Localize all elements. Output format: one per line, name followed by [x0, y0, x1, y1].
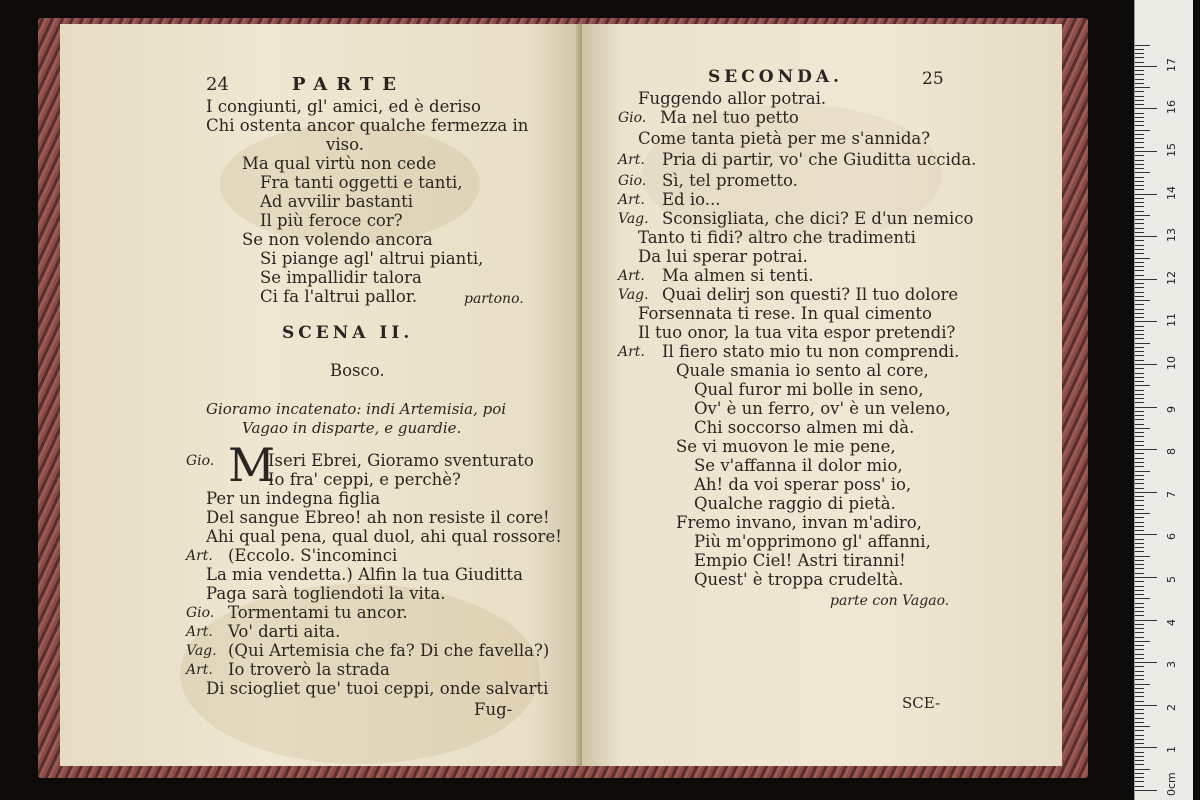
ruler-tick: [1135, 142, 1144, 143]
dialogue-line: Ahi qual pena, qual duol, ahi qual rossore!: [206, 527, 562, 546]
ruler-tick: [1135, 441, 1144, 442]
dialogue-line: Del sangue Ebreo! ah non resiste il core!: [206, 508, 550, 527]
ruler-tick: [1135, 735, 1144, 736]
ruler-tick: [1135, 223, 1144, 224]
ruler-tick: [1135, 236, 1157, 237]
ruler-tick: [1135, 517, 1144, 518]
ruler-tick: [1135, 228, 1144, 229]
ruler-tick: [1135, 483, 1144, 484]
ruler-tick: [1135, 709, 1144, 710]
ruler-tick: [1135, 253, 1144, 254]
ruler-tick: [1135, 453, 1144, 454]
ruler-tick: [1135, 573, 1144, 574]
ruler-tick: [1135, 177, 1144, 178]
ruler-tick: [1135, 539, 1144, 540]
ruler-tick: [1135, 671, 1144, 672]
speaker-label: Gio.: [618, 110, 647, 126]
speaker-label: Vag.: [618, 211, 649, 227]
speaker-label: Art.: [186, 624, 213, 640]
dialogue-line: Forsennata ti rese. In qual cimento: [638, 304, 932, 323]
ruler-tick: [1135, 628, 1144, 629]
ruler-tick: [1135, 194, 1157, 195]
dialogue-line: Ed io...: [662, 190, 721, 209]
ruler-tick: [1135, 424, 1144, 425]
scene-setting: Bosco.: [330, 361, 385, 380]
ruler-tick: [1135, 730, 1144, 731]
ruler-tick: [1135, 637, 1144, 638]
ruler-tick: [1135, 679, 1144, 680]
ruler-tick: [1135, 449, 1157, 450]
ruler-tick: [1135, 551, 1144, 552]
ruler-label: 6: [1165, 533, 1178, 541]
ruler-tick: [1135, 398, 1144, 399]
ruler-label: 1: [1165, 746, 1178, 754]
ruler-tick: [1135, 164, 1144, 165]
ruler-tick: [1135, 385, 1150, 386]
dialogue-line: Come tanta pietà per me s'annida?: [638, 129, 931, 148]
ruler-tick: [1135, 283, 1144, 284]
ruler-tick: [1135, 53, 1144, 54]
ruler-tick: [1135, 330, 1144, 331]
ruler-tick: [1135, 125, 1144, 126]
speaker-label: Vag.: [618, 287, 649, 303]
ruler-tick: [1135, 79, 1144, 80]
verse-line: Ma qual virtù non cede: [242, 154, 437, 173]
ruler-label: 16: [1165, 100, 1178, 115]
ruler-tick: [1135, 466, 1144, 467]
ruler-tick: [1135, 419, 1144, 420]
ruler-tick: [1135, 45, 1150, 46]
ruler-label: 17: [1165, 57, 1178, 72]
dialogue-line: Di sciogliet que' tuoi ceppi, onde salvarti: [206, 679, 549, 698]
ruler-tick: [1135, 752, 1144, 753]
ruler-tick: [1135, 654, 1144, 655]
dialogue-line: Sì, tel prometto.: [662, 171, 798, 190]
ruler-tick: [1135, 151, 1157, 152]
ruler-tick: [1135, 87, 1150, 88]
ruler-tick: [1135, 66, 1157, 67]
ruler-label: 13: [1165, 228, 1178, 243]
ruler-tick: [1135, 620, 1157, 621]
ruler-label: 2: [1165, 703, 1178, 711]
right-page: [582, 24, 1062, 766]
ruler-tick: [1135, 326, 1144, 327]
ruler-tick: [1135, 181, 1144, 182]
ruler-tick: [1135, 777, 1144, 778]
ruler-label: 10: [1165, 356, 1178, 370]
ruler-tick: [1135, 781, 1144, 782]
ruler-tick: [1135, 645, 1144, 646]
dialogue-line: Io fra' ceppi, e perchè?: [268, 470, 461, 489]
ruler-tick: [1135, 206, 1144, 207]
verse-line: Il più feroce cor?: [260, 211, 403, 230]
ruler-tick: [1135, 338, 1144, 339]
ruler-tick: [1135, 701, 1144, 702]
ruler-tick: [1135, 219, 1144, 220]
ruler-label: 12: [1165, 270, 1178, 285]
ruler-tick: [1135, 266, 1144, 267]
ruler-tick: [1135, 722, 1144, 723]
verse-line: I congiunti, gl' amici, ed è deriso: [206, 97, 481, 116]
dialogue-line: La mia vendetta.) Alfin la tua Giuditta: [206, 565, 523, 584]
ruler-tick: [1135, 594, 1144, 595]
ruler-tick: [1135, 662, 1157, 663]
ruler-tick: [1135, 62, 1144, 63]
ruler-label: 15: [1165, 143, 1178, 157]
ruler-tick: [1135, 530, 1144, 531]
ruler-tick: [1135, 713, 1144, 714]
ruler-tick: [1135, 249, 1144, 250]
ruler-tick: [1135, 428, 1150, 429]
catchword: SCE-: [902, 694, 941, 712]
ruler-tick: [1135, 688, 1144, 689]
ruler-tick: [1135, 522, 1144, 523]
ruler-tick: [1135, 432, 1144, 433]
ruler-tick: [1135, 564, 1144, 565]
dialogue-line: Io troverò la strada: [228, 660, 390, 679]
dialogue-line: Da lui sperar potrai.: [638, 247, 808, 266]
ruler-tick: [1135, 245, 1144, 246]
dialogue-line: Il fiero stato mio tu non comprendi.: [662, 342, 960, 361]
ruler-tick: [1135, 632, 1144, 633]
ruler-tick: [1135, 436, 1144, 437]
ruler-tick: [1135, 607, 1144, 608]
verse-line: Ci fa l'altrui pallor.: [260, 287, 418, 306]
dialogue-line: Fuggendo allor potrai.: [638, 89, 827, 108]
ruler-tick: [1135, 556, 1150, 557]
aria-line: Qual furor mi bolle in seno,: [694, 380, 924, 399]
ruler-tick: [1135, 304, 1144, 305]
ruler-label: 0cm: [1165, 772, 1178, 796]
ruler-tick: [1135, 407, 1157, 408]
ruler-tick: [1135, 790, 1157, 791]
ruler-tick: [1135, 198, 1144, 199]
ruler-tick: [1135, 147, 1144, 148]
ruler-tick: [1135, 121, 1144, 122]
ruler-tick: [1135, 534, 1157, 535]
speaker-label: Gio.: [186, 453, 215, 469]
ruler-tick: [1135, 696, 1144, 697]
ruler-tick: [1135, 603, 1144, 604]
aria-line: Chi soccorso almen mi dà.: [694, 418, 915, 437]
ruler-tick: [1135, 769, 1150, 770]
ruler-tick: [1135, 351, 1144, 352]
verse-line: viso.: [326, 135, 364, 154]
dialogue-line: (Eccolo. S'incominci: [228, 546, 398, 565]
ruler-tick: [1135, 458, 1144, 459]
dialogue-line: Pria di partir, vo' che Giuditta uccida.: [662, 150, 977, 169]
ruler-tick: [1135, 377, 1144, 378]
ruler-label: 9: [1165, 405, 1178, 413]
ruler-tick: [1135, 270, 1144, 271]
ruler-tick: [1135, 394, 1144, 395]
ruler-tick: [1135, 300, 1150, 301]
verse-line: Si piange agl' altrui pianti,: [260, 249, 484, 268]
ruler-tick: [1135, 130, 1150, 131]
ruler-tick: [1135, 505, 1144, 506]
ruler-tick: [1135, 675, 1144, 676]
ruler-tick: [1135, 381, 1144, 382]
ruler-tick: [1135, 726, 1150, 727]
stage-direction: Gioramo incatenato: indi Artemisia, poi: [206, 400, 507, 418]
drop-cap: M: [228, 438, 276, 492]
speaker-label: Art.: [618, 192, 645, 208]
dialogue-line: Tormentami tu ancor.: [228, 603, 408, 622]
ruler-tick: [1135, 240, 1144, 241]
speaker-label: Gio.: [618, 173, 647, 189]
ruler-tick: [1135, 718, 1144, 719]
ruler-tick: [1135, 262, 1144, 263]
ruler-tick: [1135, 49, 1144, 50]
ruler-tick: [1135, 641, 1150, 642]
ruler-tick: [1135, 666, 1144, 667]
ruler-tick: [1135, 500, 1144, 501]
verse-line: Se impallidir talora: [260, 268, 422, 287]
ruler-tick: [1135, 492, 1157, 493]
dialogue-line: Ma almen si tenti.: [662, 266, 814, 285]
ruler-tick: [1135, 747, 1157, 748]
dialogue-line: Sconsigliata, che dici? E d'un nemico: [662, 209, 974, 228]
ruler-tick: [1135, 108, 1157, 109]
ruler-tick: [1135, 275, 1144, 276]
ruler-tick: [1135, 598, 1150, 599]
ruler-tick: [1135, 172, 1150, 173]
ruler-tick: [1135, 513, 1150, 514]
ruler-label: 11: [1165, 313, 1178, 328]
ruler-label: 4: [1165, 618, 1178, 626]
ruler-tick: [1135, 83, 1144, 84]
dialogue-line: Quai delirj son questi? Il tuo dolore: [662, 285, 959, 304]
ruler-tick: [1135, 684, 1150, 685]
ruler-tick: [1135, 91, 1144, 92]
verse-line: Chi ostenta ancor qualche fermezza in: [206, 116, 529, 135]
exit-direction: partono.: [464, 291, 524, 307]
ruler-tick: [1135, 321, 1157, 322]
measuring-ruler: [1134, 0, 1193, 800]
ruler-tick: [1135, 287, 1144, 288]
verse-line: Fra tanti oggetti e tanti,: [260, 173, 463, 192]
ruler-tick: [1135, 211, 1144, 212]
page-number: 25: [922, 69, 944, 89]
ruler-tick: [1135, 343, 1150, 344]
ruler-tick: [1135, 756, 1144, 757]
ruler-tick: [1135, 509, 1144, 510]
speaker-label: Art.: [186, 662, 213, 678]
dialogue-line: Iseri Ebrei, Gioramo sventurato: [268, 451, 534, 470]
ruler-label: 7: [1165, 490, 1178, 498]
ruler-tick: [1135, 415, 1144, 416]
ruler-tick: [1135, 155, 1144, 156]
aria-line: Se vi muovon le mie pene,: [676, 437, 896, 456]
aria-line: Se v'affanna il dolor mio,: [694, 456, 903, 475]
ruler-tick: [1135, 577, 1157, 578]
ruler-tick: [1135, 743, 1144, 744]
ruler-tick: [1135, 189, 1144, 190]
ruler-tick: [1135, 134, 1144, 135]
ruler-tick: [1135, 547, 1144, 548]
ruler-tick: [1135, 347, 1144, 348]
ruler-tick: [1135, 402, 1144, 403]
ruler-tick: [1135, 581, 1144, 582]
ruler-tick: [1135, 373, 1144, 374]
ruler-tick: [1135, 560, 1144, 561]
speaker-label: Art.: [186, 548, 213, 564]
running-head: SECONDA.: [708, 67, 843, 87]
ruler-tick: [1135, 445, 1144, 446]
ruler-tick: [1135, 760, 1144, 761]
exit-direction: parte con Vagao.: [830, 593, 950, 609]
ruler-tick: [1135, 313, 1144, 314]
ruler-tick: [1135, 138, 1144, 139]
ruler-tick: [1135, 317, 1144, 318]
left-page: [60, 24, 582, 766]
ruler-tick: [1135, 692, 1144, 693]
dialogue-line: Tanto ti fidi? altro che tradimenti: [638, 228, 916, 247]
aria-line: Quale smania io sento al core,: [676, 361, 929, 380]
ruler-tick: [1135, 74, 1144, 75]
speaker-label: Vag.: [186, 643, 217, 659]
verse-line: Ad avvilir bastanti: [260, 192, 414, 211]
ruler-tick: [1135, 70, 1144, 71]
ruler-tick: [1135, 658, 1144, 659]
ruler-tick: [1135, 104, 1144, 105]
ruler-tick: [1135, 590, 1144, 591]
ruler-tick: [1135, 496, 1144, 497]
ruler-tick: [1135, 586, 1144, 587]
ruler-label: 14: [1165, 185, 1178, 200]
ruler-tick: [1135, 475, 1144, 476]
dialogue-line: Il tuo onor, la tua vita espor pretendi?: [638, 323, 956, 342]
aria-line: Ov' è un ferro, ov' è un veleno,: [694, 399, 951, 418]
ruler-tick: [1135, 739, 1144, 740]
ruler-tick: [1135, 488, 1144, 489]
ruler-label: 5: [1165, 576, 1178, 583]
ruler-tick: [1135, 185, 1144, 186]
ruler-label: 8: [1165, 448, 1178, 456]
ruler-tick: [1135, 615, 1144, 616]
stage-direction: Vagao in disparte, e guardie.: [242, 419, 462, 437]
ruler-tick: [1135, 117, 1144, 118]
ruler-tick: [1135, 258, 1150, 259]
dialogue-line: (Qui Artemisia che fa? Di che favella?): [228, 641, 550, 660]
ruler-tick: [1135, 160, 1144, 161]
ruler-tick: [1135, 479, 1144, 480]
ruler-tick: [1135, 462, 1144, 463]
ruler-tick: [1135, 168, 1144, 169]
aria-line: Più m'opprimono gl' affanni,: [694, 532, 931, 551]
aria-line: Qualche raggio di pietà.: [694, 494, 896, 513]
ruler-tick: [1135, 113, 1144, 114]
ruler-tick: [1135, 96, 1144, 97]
verse-line: Se non volendo ancora: [242, 230, 433, 249]
dialogue-line: Ma nel tuo petto: [660, 108, 799, 127]
ruler-tick: [1135, 624, 1144, 625]
ruler-tick: [1135, 334, 1144, 335]
ruler-tick: [1135, 390, 1144, 391]
ruler-tick: [1135, 705, 1157, 706]
ruler-tick: [1135, 543, 1144, 544]
catchword: Fug-: [474, 700, 513, 719]
ruler-tick: [1135, 368, 1144, 369]
ruler-tick: [1135, 279, 1157, 280]
dialogue-line: Per un indegna figlia: [206, 489, 381, 508]
speaker-label: Art.: [618, 152, 645, 168]
ruler-tick: [1135, 649, 1144, 650]
ruler-tick: [1135, 411, 1144, 412]
ruler-tick: [1135, 296, 1144, 297]
ruler-tick: [1135, 215, 1150, 216]
aria-line: Quest' è troppa crudeltà.: [694, 570, 904, 589]
speaker-label: Art.: [618, 268, 645, 284]
ruler-tick: [1135, 100, 1144, 101]
aria-line: Empio Ciel! Astri tiranni!: [694, 551, 906, 570]
dialogue-line: Vo' darti aita.: [228, 622, 341, 641]
ruler-tick: [1135, 360, 1144, 361]
dialogue-line: Paga sarà togliendoti la vita.: [206, 584, 446, 603]
scene-title: SCENA II.: [282, 323, 414, 343]
ruler-tick: [1135, 786, 1144, 787]
aria-line: Fremo invano, invan m'adiro,: [676, 513, 922, 532]
speaker-label: Gio.: [186, 605, 215, 621]
ruler-label: 3: [1165, 661, 1178, 669]
ruler-tick: [1135, 471, 1150, 472]
ruler-tick: [1135, 764, 1144, 765]
ruler-tick: [1135, 309, 1144, 310]
ruler-tick: [1135, 773, 1144, 774]
ruler-tick: [1135, 292, 1144, 293]
ruler-tick: [1135, 57, 1144, 58]
ruler-tick: [1135, 568, 1144, 569]
ruler-tick: [1135, 355, 1144, 356]
ruler-tick: [1135, 232, 1144, 233]
page-number: 24: [206, 74, 229, 95]
ruler-tick: [1135, 611, 1144, 612]
running-head: PARTE: [292, 74, 405, 95]
aria-line: Ah! da voi sperar poss' io,: [694, 475, 912, 494]
ruler-tick: [1135, 364, 1157, 365]
ruler-tick: [1135, 202, 1144, 203]
speaker-label: Art.: [618, 344, 645, 360]
ruler-tick: [1135, 526, 1144, 527]
